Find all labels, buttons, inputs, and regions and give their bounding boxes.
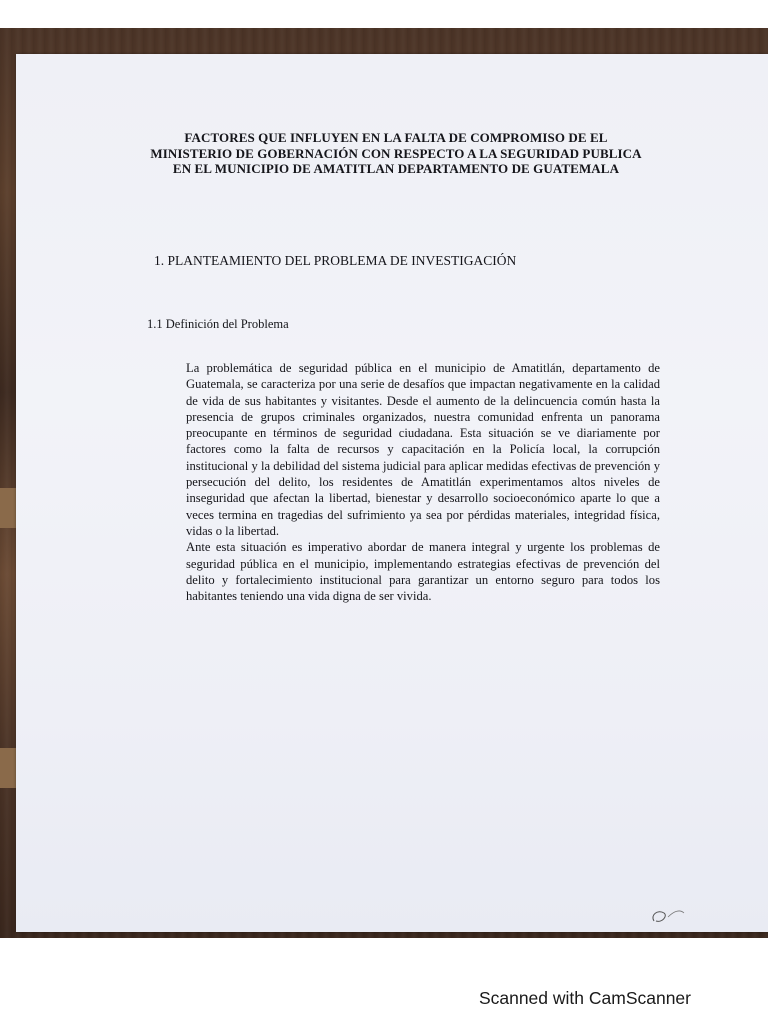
document-page <box>16 54 768 932</box>
subsection-heading: 1.1 Definición del Problema <box>147 317 289 331</box>
paragraph: La problemática de seguridad pública en el municipio de Amatitlán, departamento de Guatemala, se caracteriza por una serie de desafíos que impactan negativamente en la calidad de vida de sus habitantes y visitantes. Desde el aumento de la delincuencia común hasta la presencia de grupos criminales organizados, nuestra comunidad enfrenta un panorama preocupante en términos de seguridad ciudadana. Esta situación se ve diariamente por factores como la falta de recursos y capacitación en la Policía local, la corrupción institucional y la debilidad del sistema judicial para aplicar medidas efectivas de prevención y persecución del delito, los residentes de Amatitlán experimentamos altos niveles de inseguridad que afectan la libertad, bienestar y desarrollo socioeconómico aparte lo que a veces termina en tragedias del sufrimiento ya sea por pérdidas materiales, integridad física, vidas o la libertad. <box>186 361 660 538</box>
body-text <box>186 360 660 604</box>
camscanner-watermark: Scanned with CamScanner <box>478 988 691 1008</box>
document-title: FACTORES QUE INFLUYEN EN LA FALTA DE COMPROMISO DE EL MINISTERIO DE GOBERNACIÓN CON RESPECTO A LA SEGURIDAD PUBLICA EN EL MUNICIPIO DE AMATITLAN DEPARTAMENTO DE GUATEMALA <box>150 130 642 176</box>
section-heading: 1. PLANTEAMIENTO DEL PROBLEMA DE INVESTIGACIÓN <box>154 253 517 268</box>
pen-mark-icon <box>644 899 694 929</box>
photo-background <box>0 28 768 938</box>
paragraph: Ante esta situación es imperativo abordar de manera integral y urgente los problemas de seguridad pública en el municipio, implementando estrategias efectivas de prevención del delito y fortalecimiento institucional para garantizar un entorno seguro para todos los habitantes teniendo una vida digna de ser vivida. <box>186 540 660 604</box>
